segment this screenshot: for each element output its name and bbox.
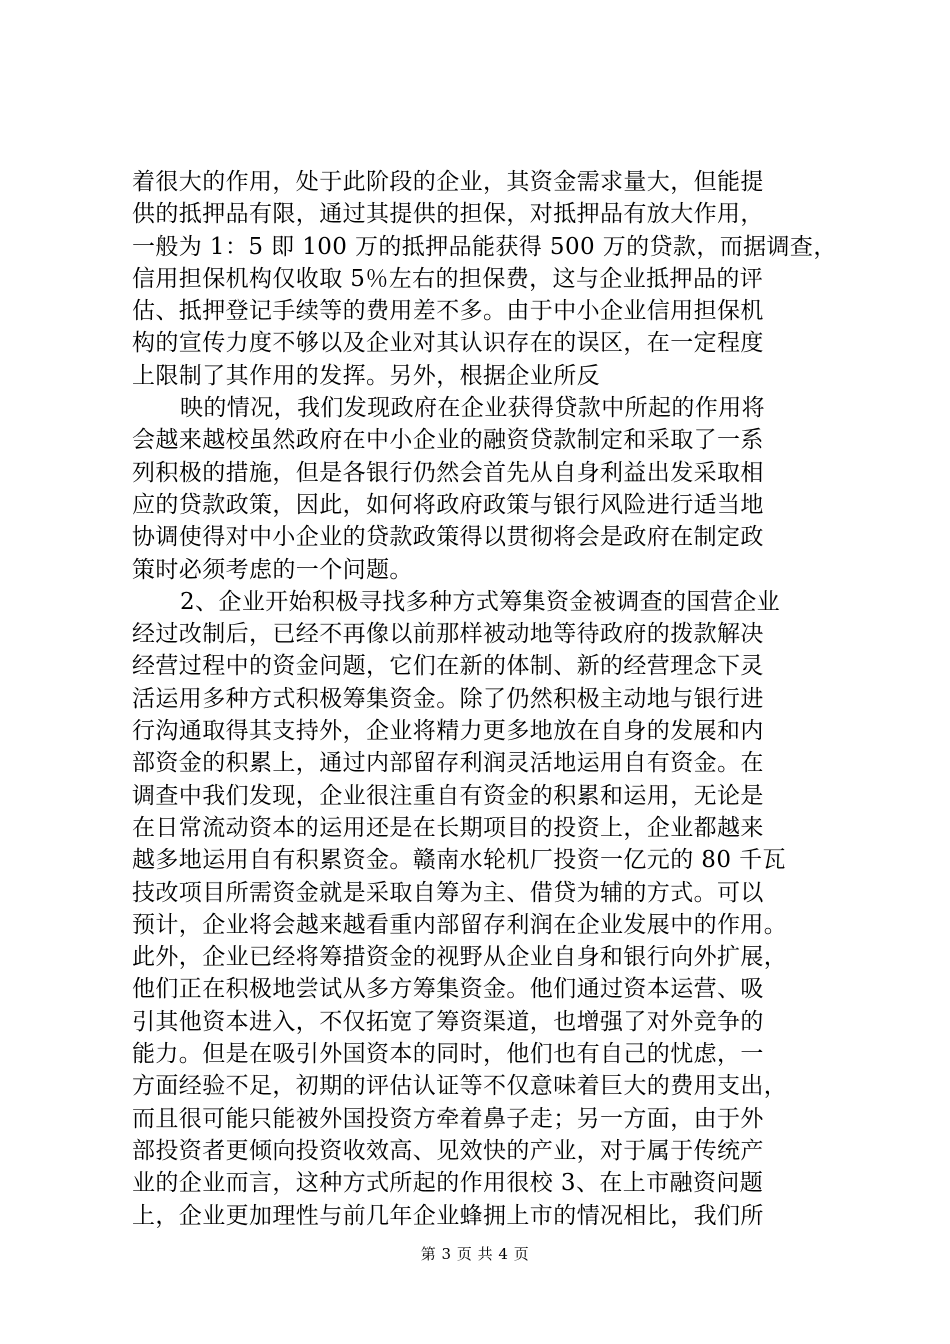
text-line: 会越来越校虽然政府在中小企业的融资贷款制定和采取了一系 [132,427,764,454]
text-line: 应的贷款政策，因此，如何将政府政策与银行风险进行适当地 [132,491,764,518]
text-line: 供的抵押品有限，通过其提供的担保，对抵押品有放大作用， [132,201,764,228]
text-line: 技改项目所需资金就是采取自筹为主、借贷为辅的方式。可以 [132,879,764,906]
text-line: 调查中我们发现，企业很注重自有资金的积累和运用，无论是 [132,782,764,809]
text-line: 方面经验不足，初期的评估认证等不仅意味着巨大的费用支出， [132,1073,788,1100]
body-text [132,166,837,1232]
text-line: 协调使得对中小企业的贷款政策得以贯彻将会是政府在制定政 [132,524,764,551]
text-line: 部投资者更倾向投资收效高、见效快的产业，对于属于传统产 [132,1137,764,1164]
text-line: 经营过程中的资金问题，它们在新的体制、新的经营理念下灵 [132,653,764,680]
text-line: 能力。但是在吸引外国资本的同时，他们也有自己的忧虑，一 [132,1041,764,1068]
page-number-label: 第 3 页 共 4 页 [420,1245,530,1263]
text-line: 上限制了其作用的发挥。另外，根据企业所反 [132,362,600,389]
text-line: 越多地运用自有积累资金。赣南水轮机厂投资一亿元的 80 千瓦 [132,847,786,874]
text-line: 映的情况，我们发现政府在企业获得贷款中所起的作用将 [180,395,765,422]
text-line: 此外，企业已经将筹措资金的视野从企业自身和银行向外扩展， [132,944,788,971]
text-line: 经过改制后，已经不再像以前那样被动地等待政府的拨款解决 [132,621,764,648]
text-line: 2、企业开始积极寻找多种方式筹集资金被调查的国营企业 [180,588,781,615]
text-line: 行沟通取得其支持外，企业将精力更多地放在自身的发展和内 [132,718,764,745]
text-line: 策时必须考虑的一个问题。 [132,556,413,583]
text-line: 预计，企业将会越来越看重内部留存利润在企业发展中的作用。 [132,911,788,938]
text-line: 活运用多种方式积极筹集资金。除了仍然积极主动地与银行进 [132,685,764,712]
text-line: 在日常流动资本的运用还是在长期项目的投资上，企业都越来 [132,814,764,841]
text-line: 一般为 1：5 即 100 万的抵押品能获得 500 万的贷款，而据调查， [132,233,837,260]
text-line: 信用担保机构仅收取 5％左右的担保费，这与企业抵押品的评 [132,265,764,292]
text-line: 上，企业更加理性与前几年企业蜂拥上市的情况相比，我们所 [132,1202,764,1229]
page-footer [0,1244,950,1264]
text-line: 着很大的作用，处于此阶段的企业，其资金需求量大，但能提 [132,169,764,195]
text-line: 而且很可能只能被外国投资方牵着鼻子走；另一方面，由于外 [132,1105,764,1132]
text-line: 引其他资本进入，不仅拓宽了筹资渠道，也增强了对外竞争的 [132,1008,764,1035]
text-line: 部资金的积累上，通过内部留存利润灵活地运用自有资金。在 [132,750,764,777]
text-line: 估、抵押登记手续等的费用差不多。由于中小企业信用担保机 [132,298,764,325]
text-line: 列积极的措施，但是各银行仍然会首先从自身利益出发采取相 [132,459,764,486]
text-line: 构的宣传力度不够以及企业对其认识存在的误区，在一定程度 [132,330,764,357]
text-line: 他们正在积极地尝试从多方筹集资金。他们通过资本运营、吸 [132,976,764,1003]
text-line: 业的企业而言，这种方式所起的作用很校 3、在上市融资问题 [132,1170,764,1197]
